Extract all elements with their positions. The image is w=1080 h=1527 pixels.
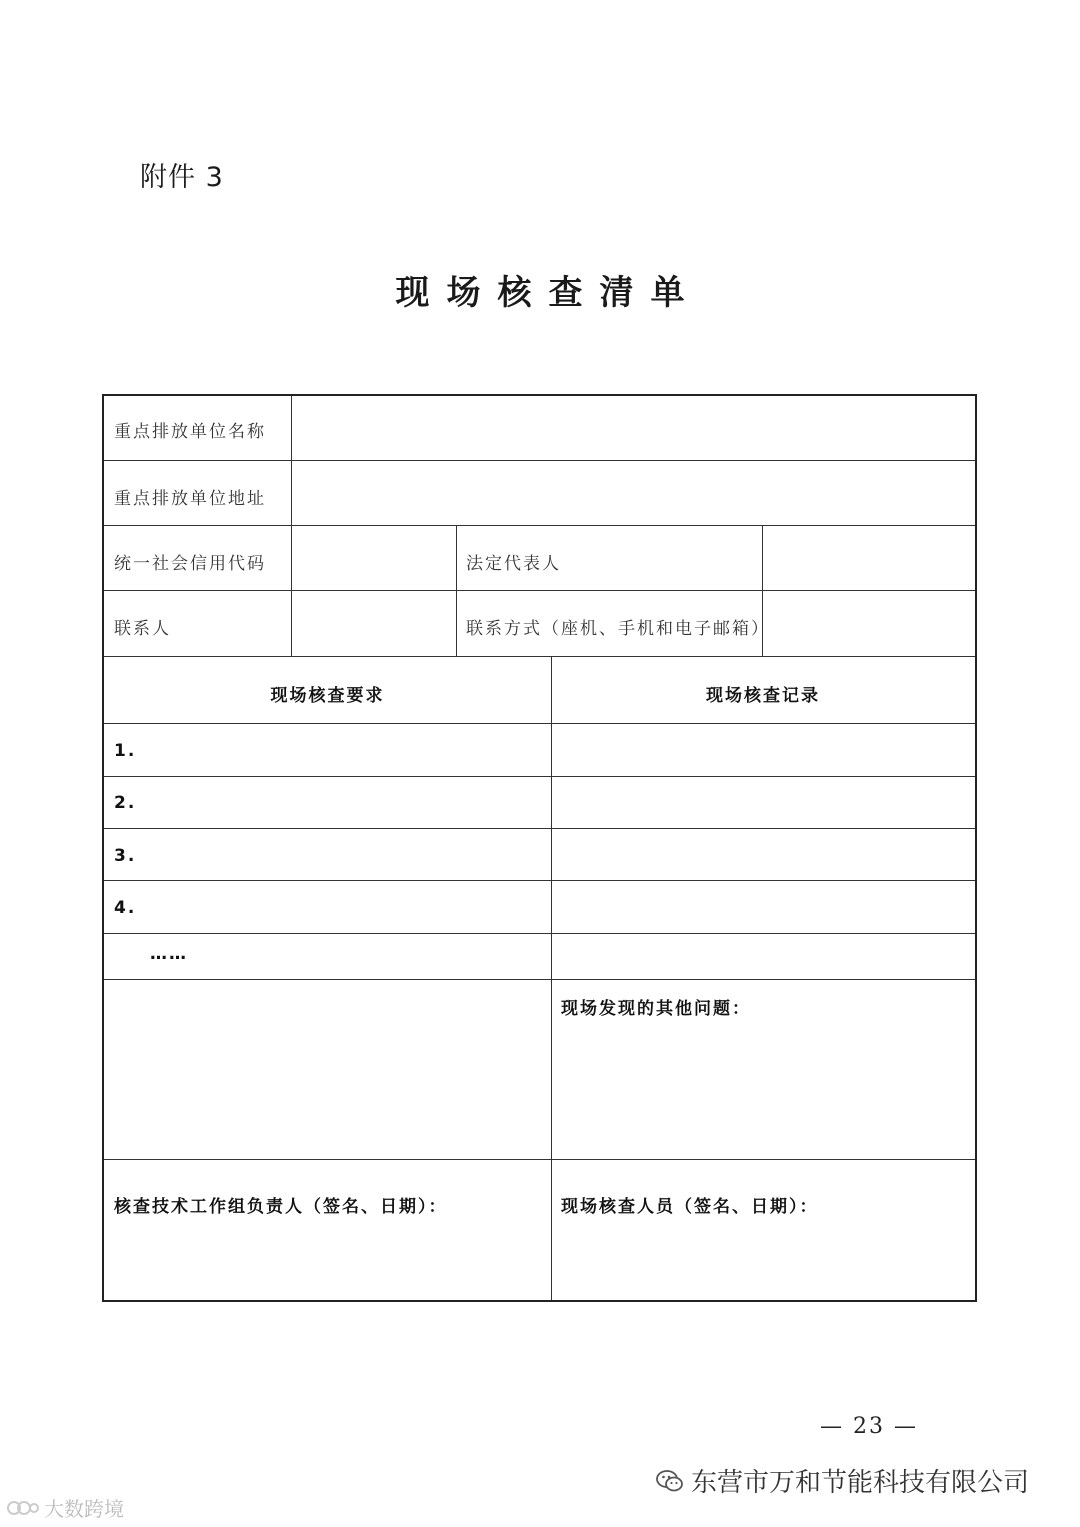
credit-code-label: 统一社会信用代码 (114, 554, 266, 574)
records-header: 现场核查记录 (706, 686, 820, 706)
row-divider (104, 656, 975, 657)
column-divider (551, 656, 552, 1300)
check-item-4: 4. (114, 898, 137, 918)
row-divider (104, 525, 975, 526)
check-item-more: …… (150, 944, 188, 964)
unit-address-label: 重点排放单位地址 (114, 489, 266, 509)
watermark-logo-icon (6, 1497, 40, 1519)
row-divider (104, 723, 975, 724)
contact-method-label: 联系方式（座机、手机和电子邮箱） (466, 619, 770, 639)
row-divider (104, 880, 975, 881)
requirements-header: 现场核查要求 (270, 686, 385, 706)
row-divider (104, 828, 975, 829)
check-item-1: 1. (114, 741, 137, 761)
row-divider (104, 933, 975, 934)
row-divider (104, 1159, 975, 1160)
check-item-3: 3. (114, 846, 137, 866)
page-title: 现场核查清单 (395, 273, 702, 313)
inspection-form-table (102, 394, 977, 1302)
row-divider (104, 460, 975, 461)
column-divider (456, 525, 457, 656)
row-divider (104, 776, 975, 777)
tech-lead-signature-label: 核查技术工作组负责人（签名、日期）： (114, 1197, 448, 1217)
watermark-text: 大数跨境 (44, 1497, 124, 1521)
check-item-2: 2. (114, 793, 137, 813)
inspector-signature-label: 现场核查人员（签名、日期）： (561, 1197, 819, 1217)
contact-person-label: 联系人 (114, 619, 171, 639)
attachment-label: 附件 3 (140, 162, 224, 193)
unit-name-label: 重点排放单位名称 (114, 422, 266, 442)
row-divider (104, 590, 975, 591)
site-watermark (6, 1493, 124, 1522)
page-number: — 23 — (820, 1414, 918, 1439)
row-divider (104, 979, 975, 980)
company-name: 东营市万和节能科技有限公司 (691, 1468, 1030, 1498)
other-issues-label: 现场发现的其他问题： (561, 999, 751, 1019)
column-divider (291, 396, 292, 656)
legal-representative-label: 法定代表人 (466, 554, 561, 574)
company-watermark (655, 1462, 1029, 1499)
wechat-icon (655, 1468, 685, 1494)
